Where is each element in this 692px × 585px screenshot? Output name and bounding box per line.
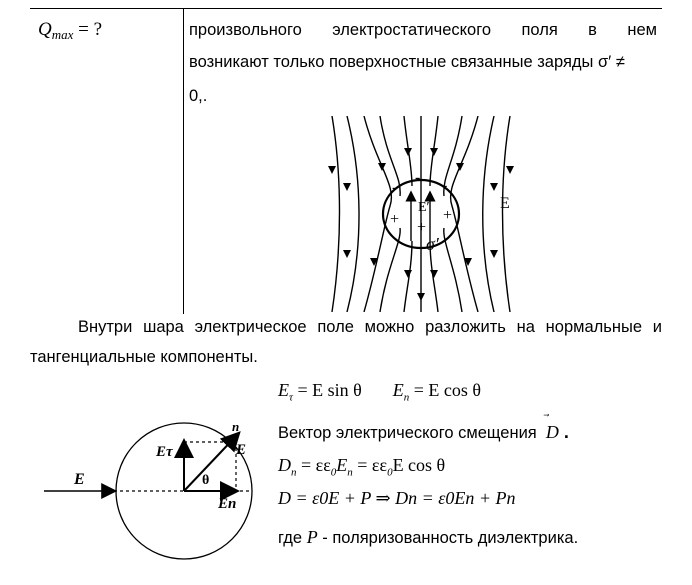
label-e-vector: E <box>236 442 247 458</box>
formula-components <box>278 380 481 404</box>
text-line-1 <box>189 21 657 40</box>
formula-part: = εε <box>296 455 331 475</box>
label-e-n: En <box>218 496 237 512</box>
table-divider <box>183 9 184 314</box>
formula-sub: 0 <box>330 466 337 479</box>
label-theta: θ <box>202 473 210 488</box>
text-line-2: возникают только поверхностные связанные заряды σ′ ≠ <box>189 53 625 71</box>
word: нормальные <box>545 318 643 336</box>
polarization-text <box>278 527 578 548</box>
formula-symbol: D <box>278 455 291 475</box>
charge-minus: - <box>442 177 448 194</box>
formula-symbol: E <box>336 455 348 475</box>
formula-rhs: = E sin θ <box>292 380 362 400</box>
formula-sub: n <box>347 466 353 479</box>
decomposition-figure <box>40 420 272 580</box>
vector-d-symbol: D <box>545 422 559 442</box>
qmax-cell <box>38 19 102 43</box>
word: разложить <box>425 318 506 336</box>
vector-d-text: Вектор электрического смещения D . <box>278 422 569 442</box>
word: шара <box>143 318 184 336</box>
outer-field-label: E <box>500 195 510 212</box>
charge-plus: + <box>417 219 427 236</box>
word: в <box>588 21 597 39</box>
charge-minus: - <box>392 179 398 196</box>
qmax-subscript: max <box>51 27 74 42</box>
formula-dn <box>278 455 445 479</box>
formula-sub: 0 <box>387 466 393 479</box>
word: произвольного <box>189 21 302 39</box>
qmax-rest: = ? <box>73 19 103 40</box>
inner-field-label: E′ <box>418 200 430 215</box>
polarization-caption: - поляризованность диэлектрика. <box>317 529 579 547</box>
text-line-3: 0,. <box>189 87 208 105</box>
word: нем <box>627 21 657 39</box>
word: и <box>652 318 662 336</box>
label-n: n <box>232 420 240 434</box>
field-lines-figure <box>322 116 520 312</box>
charge-minus: - <box>415 169 421 186</box>
formula-symbol: E <box>392 380 404 400</box>
paragraph-line-1 <box>78 318 662 337</box>
charge-plus: + <box>443 207 453 224</box>
word: Внутри <box>78 318 133 336</box>
formula-rhs: = E cos θ <box>409 380 481 400</box>
word: электрическое <box>194 318 307 336</box>
polarization-symbol: P <box>306 527 318 547</box>
label-e-tau: Eτ <box>156 444 173 460</box>
where-word: где <box>278 529 303 547</box>
formula-part: E cos θ <box>392 455 446 475</box>
paragraph-line-2: тангенциальные компоненты. <box>30 348 258 366</box>
formula-d-vector: D = ε0E + P ⇒ Dn = ε0En + Pn <box>278 488 516 508</box>
word: электростатического <box>332 21 492 39</box>
formula-part: = εε <box>352 455 388 475</box>
vector-d-caption: Вектор электрического смещения <box>278 424 537 442</box>
word: поле <box>317 318 354 336</box>
word: можно <box>364 318 415 336</box>
word: на <box>516 318 535 336</box>
formula-sub: n <box>291 466 297 479</box>
surface-charge-label: σ′ <box>426 234 439 254</box>
formula-symbol: E <box>278 380 289 400</box>
qmax-symbol: Q <box>38 19 52 40</box>
charge-plus: + <box>390 211 400 228</box>
formula-sub: τ <box>289 391 293 404</box>
label-e-outside: E <box>74 471 85 488</box>
word: поля <box>521 21 558 39</box>
formula-sub: n <box>403 391 410 404</box>
